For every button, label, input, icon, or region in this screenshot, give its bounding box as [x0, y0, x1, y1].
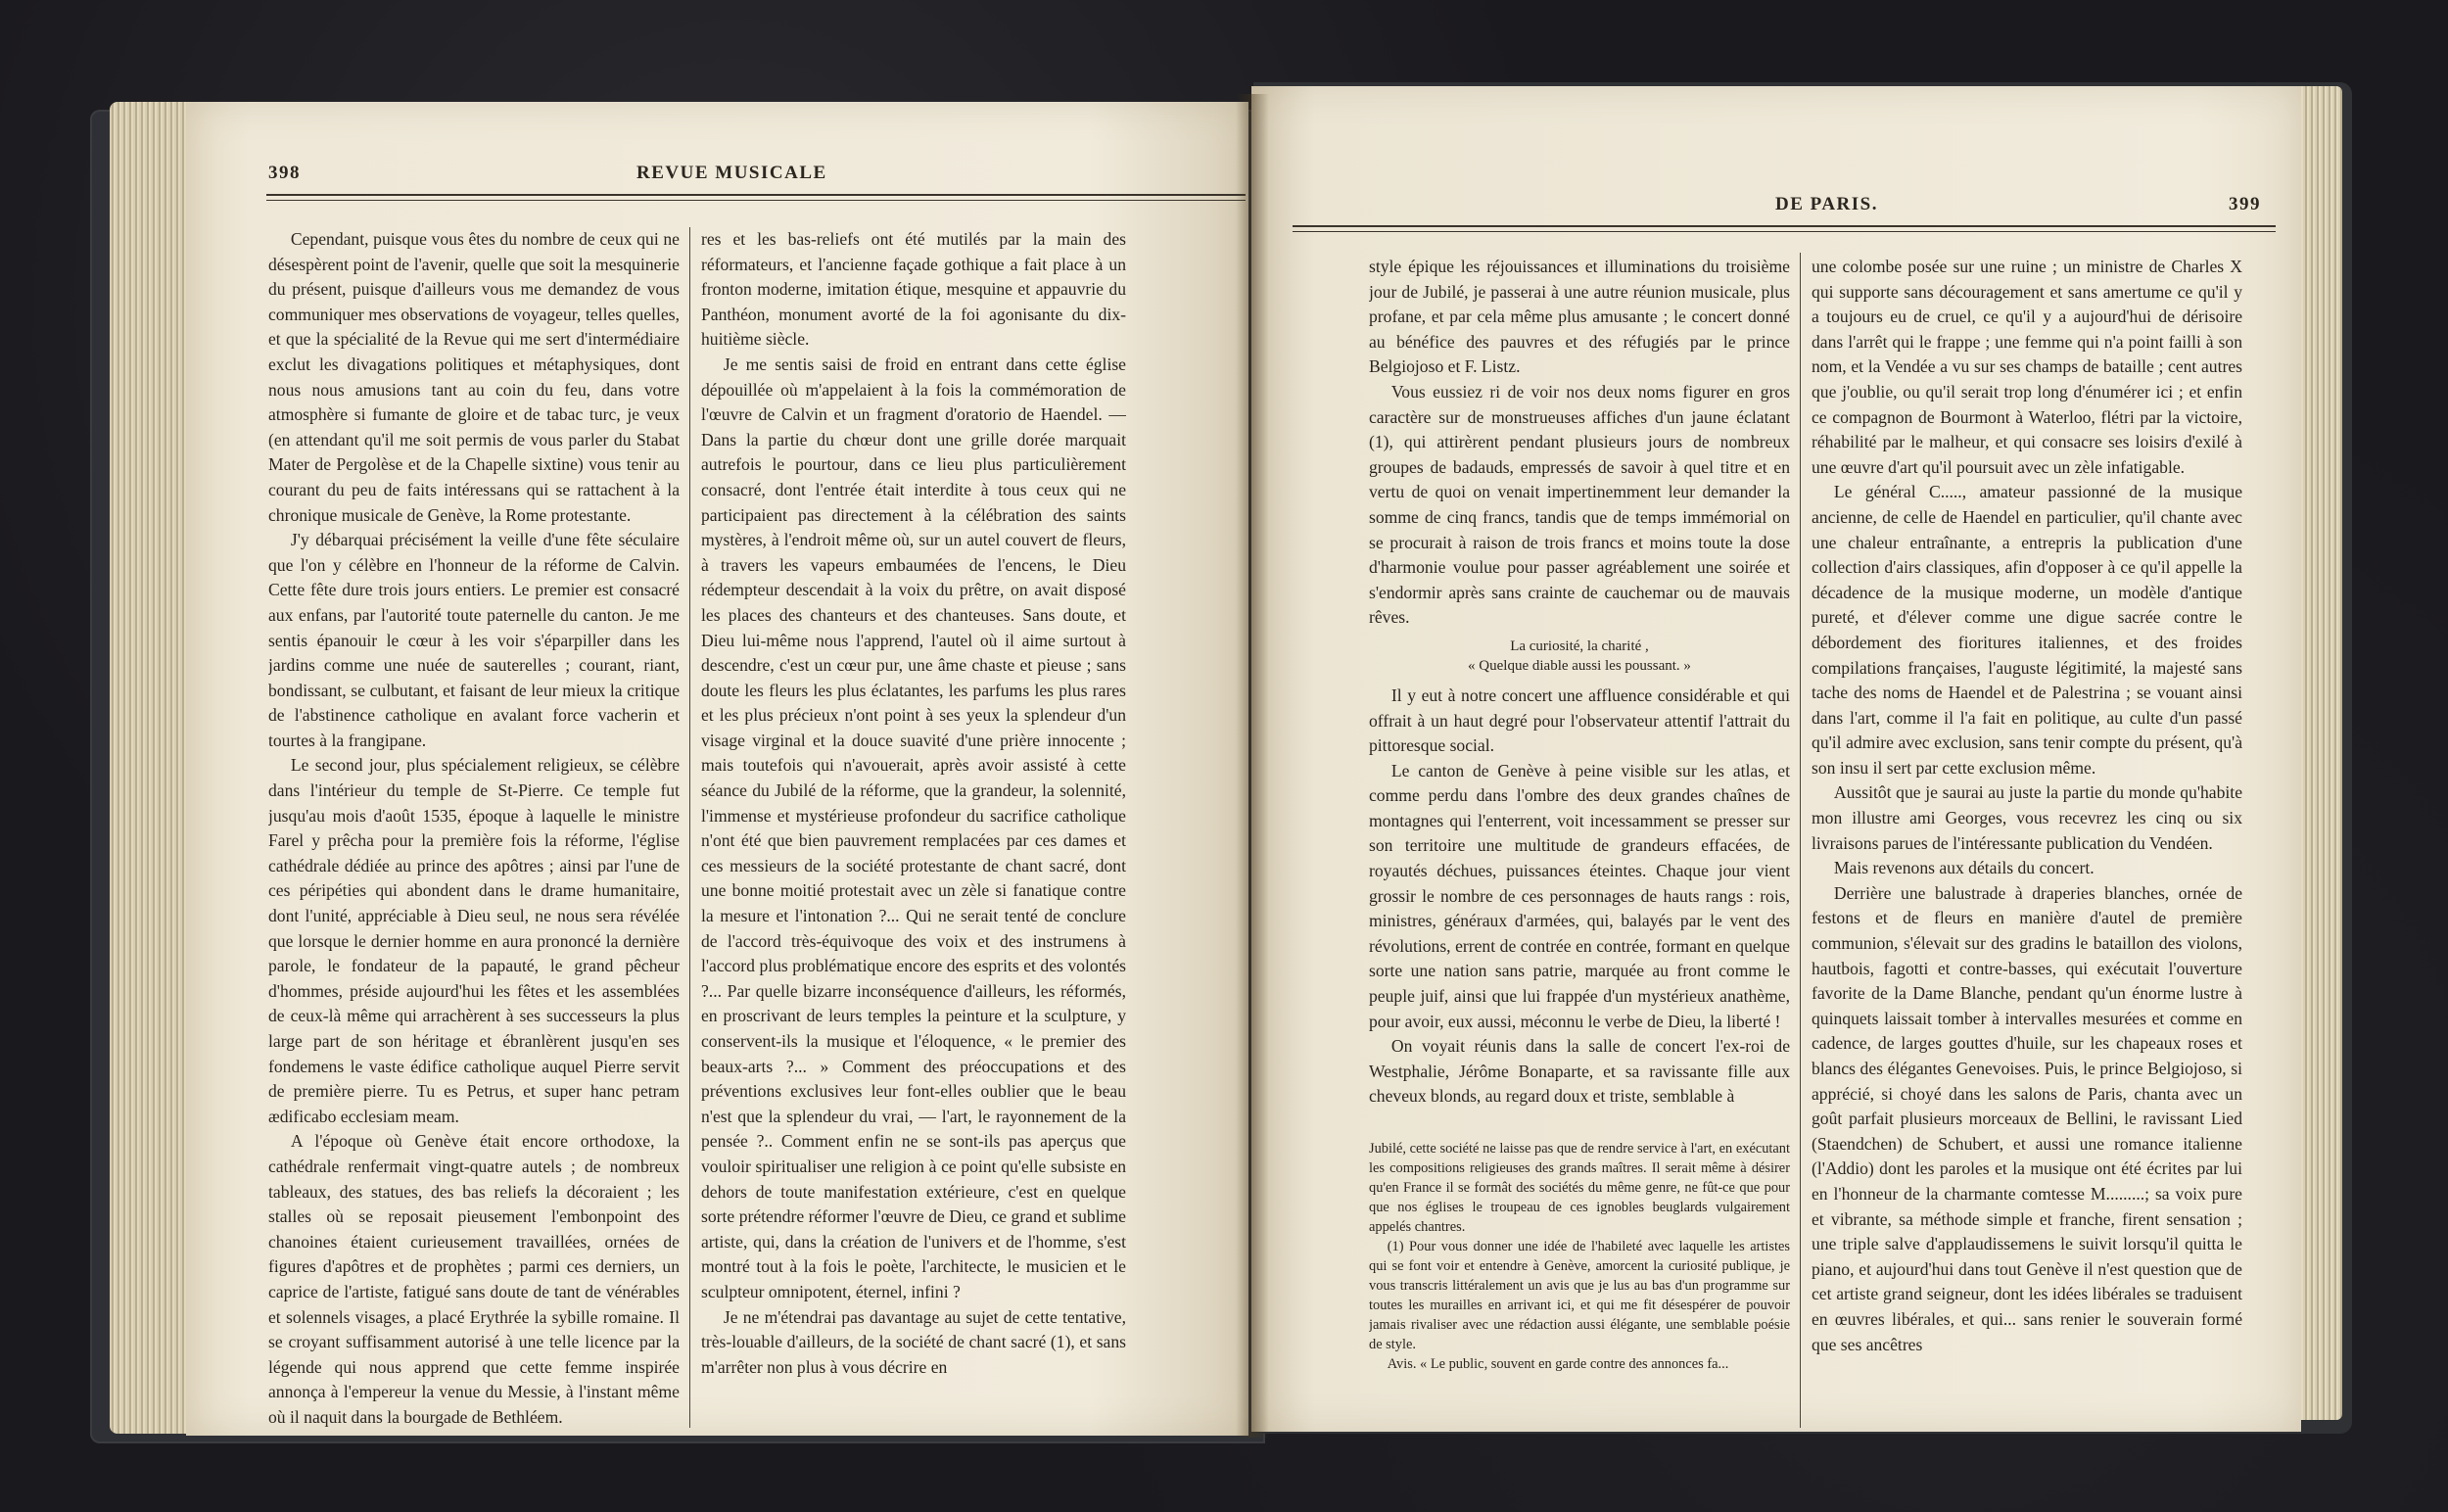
footnote: Avis. « Le public, souvent en garde contre des annonces fa...	[1387, 1356, 1729, 1372]
paragraph: Derrière une balustrade à draperies blanches, ornée de festons et de fleurs en manière d'autel de première communion, s'élevait sur des gradins le bataillon des violons, hautbois, fagotti et contre-basses, qui exécutait l'ouverture favorite de la Dame Blanche, pendant qu'un énorme lustre à quinquets laissait tomber à intervalles mesurées et comme en cadence, de larges gouttes d'huile, sur les chapeaux roses et blancs des élégantes Genevoises. Puis, le prince Belgiojoso, si apprécié, si choyé dans les salons de Paris, chanta avec un goût parfait plusieurs morceaux de Bellini, le ravissant Lied (Staendchen) de Schubert, et aussi une romance italienne (l'Addio) dont les paroles et la musique ont été écrites par lui en l'honneur de la charmante comtesse M.........; sa voix pure et vibrante, sa méthode simple et franche, firent sensation ; une triple salve d'applaudissemens le suivit lorsqu'il quitta le piano, et aujourd'hui dans tout Genève il n'est question que de cet artiste grand seigneur, dont les idées libérales se traduisent en œuvres libérales, et qui... sans renier le souverain formé que ses ancêtres	[1812, 882, 2242, 1354]
left-column-2	[701, 227, 1126, 1436]
paragraph: Le canton de Genève à peine visible sur les atlas, et comme perdu dans l'ombre des deux grandes chaînes de montagnes qui l'enterrent, voit incessamment se presser sur son territoire une multitude de grandeurs effacées, de royautés déchues, puissances éteintes. Chaque jour vient grossir le nombre de ces personnages de hauts rangs : rois, ministres, généraux d'armées, qui, balayés par le vent des révolutions, errent de contrée en contrée, formant en quelque sorte une nation sans patrie, marquée au front comme le peuple juif, ainsi que lui frappée d'un mystérieux anathème, pour avoir, eux aussi, méconnu le verbe de Dieu, la liberté !	[1369, 760, 1790, 1031]
right-running-head: DE PARIS.	[1775, 194, 1878, 214]
left-page-number: 398	[268, 163, 301, 183]
page-edges-right	[2297, 86, 2342, 1420]
left-column-1	[268, 227, 680, 1436]
paragraph: Cependant, puisque vous êtes du nombre de ceux qui ne désespèrent point de l'avenir, quelle que soit la mesquinerie du présent, puisque d'ailleurs vous me demandez de vous communiquer mes observations de voyageur, telles quelles, et que la spécialité de la Revue qui me sert d'intermédiaire exclut les divagations politiques et métaphysiques, dont nous nous amusions tant au coin du feu, dans votre atmosphère si fumante de gloire et de tabac turc, je veux (en attendant qu'il me soit permis de vous parler du Stabat Mater de Pergolèse et de la Chapelle sixtine) vous tenir au courant du peu de faits intéressans qui se rattachent à la chronique musicale de Genève, la Rome protestante.	[268, 229, 680, 525]
column-divider	[1800, 253, 1801, 1428]
paragraph: Le général C....., amateur passionné de la musique ancienne, de celle de Haendel en particulier, qu'il chante avec une chaleur entraînante, a entrepris la publication d'une collection d'airs classiques, afin d'opposer à ce qu'il appelle la décadence de la musique moderne, un modèle d'antique pureté, et d'élever comme une digue sacrée contre le débordement des fioritures italiennes, et des froides compilations françaises, l'auguste légitimité, la majesté sans tache des noms de Haendel et de Palestrina ; se vouant ainsi dans l'art, comme il l'a fait en politique, au culte d'un passé qu'il admire avec exclusion, sans tenir compte du présent, qu'à son insu il sert par cette exclusion même.	[1812, 482, 2242, 778]
header-rule	[1293, 225, 2276, 227]
footnotes	[1369, 1139, 1790, 1374]
header-rule-thin	[266, 200, 1246, 201]
paragraph: Mais revenons aux détails du concert.	[1833, 858, 2095, 878]
left-running-head: REVUE MUSICALE	[636, 163, 827, 183]
paragraph: Aussitôt que je saurai au juste la partie du monde qu'habite mon illustre ami Georges, vous recevrez les cinq ou six livraisons parues de l'intéressante publication du Vendéen.	[1812, 782, 2242, 853]
paragraph: res et les bas-reliefs ont été mutilés par la main des réformateurs, et l'ancienne façade gothique a fait place à un fronton moderne, imitation étique, mesquine et appauvrie du Panthéon, monument avorté de la foi agonisante du dix-huitième siècle.	[701, 229, 1126, 350]
paragraph: J'y débarquai précisément la veille d'une fête séculaire que l'on y célèbre en l'honneur de la réforme de Calvin. Cette fête dure trois jours entiers. Le premier est consacré aux enfans, par l'autorité toute paternelle du canton. Je me sentis épanouir le cœur à les voir s'éparpiller dans les jardins comme une nuée de sauterelles ; courant, riant, bondissant, se culbutant, et faisant de leur mieux la critique de l'abstinence catholique en avalant force vacherin et tourtes à la frangipane.	[268, 530, 680, 750]
paragraph: Le second jour, plus spécialement religieux, se célèbre dans l'intérieur du temple de St-Pierre. Ce temple fut jusqu'au mois d'août 1535, époque à laquelle le ministre Farel y prêcha pour la première fois la réforme, l'église cathédrale dédiée au prince des apôtres ; ainsi par l'une de ces péripéties qui abondent dans le drame humanitaire, dont l'unité, appréciable à Dieu seul, ne nous sera révélée que lorsque le dernier homme en aura prononcé la dernière parole, le fondateur de la papauté, le grand pêcheur d'hommes, préside aujourd'hui les fêtes et les assemblées de ceux-là même qui arrachèrent à ses successeurs la plus large part de son héritage et ébranlèrent jusqu'en ses fondemens le vaste édifice catholique auquel Pierre servit de première pierre. Tu es Petrus, et super hanc petram ædificabo ecclesiam meam.	[268, 755, 680, 1126]
paragraph: A l'époque où Genève était encore orthodoxe, la cathédrale renfermait vingt-quatre autels ; de nombreux tableaux, des statues, des bas reliefs la décoraient ; les stalles où se reposait pieusement l'embonpoint des chanoines étaient curieusement travaillées, ornées de figures d'apôtres et de prophètes ; parmi ces derniers, un caprice de l'artiste, fatigué sans doute de tant de vénérables et solennels visages, a placé Erythrée la sybille romaine. Il se croyant suffisamment autorisé à une telle licence par la légende qui nous apprend que cette femme inspirée annonça à l'empereur la venue du Messie, à l'instant même où il naquit dans la bourgade de Bethléem.	[268, 1131, 680, 1427]
footnote: (1) Pour vous donner une idée de l'habileté avec laquelle les artistes qui se font voir et entendre à Genève, amorcent la curiosité publique, je vous transcris littéralement un avis que je lus au bas d'un programme sur toutes les murailles en arrivant ici, et qui me fit désespérer de pouvoir jamais rivaliser avec une rédaction aussi élégante, une semblable poésie de style.	[1369, 1239, 1790, 1352]
paragraph: On voyait réunis dans la salle de concert l'ex-roi de Westphalie, Jérôme Bonaparte, et sa ravissante fille aux cheveux blonds, au regard doux et triste, semblable à	[1369, 1036, 1790, 1107]
footnote: Jubilé, cette société ne laisse pas que de rendre service à l'art, en exécutant les compositions religieuses des grands maîtres. Il serait même à désirer qu'en France il se formât des sociétés du même genre, ne fût-ce que pour que nos églises le troupeau de ces ignobles beuglards vulgairement appelés chantres.	[1369, 1141, 1790, 1235]
paragraph: Je me sentis saisi de froid en entrant dans cette église dépouillée où m'appelaient à la fois la commémoration de l'œuvre de Calvin et un fragment d'oratorio de Haendel. — Dans la partie du chœur dont une grille dorée marquait autrefois le pourtour, dans ce lieu plus particulièrement consacré, dont l'entrée était interdite à tous ceux qui ne participaient pas directement à la célébration des saints mystères, à l'endroit même où, sur un autel couvert de fleurs, à travers les vapeurs embaumées de l'encens, le Dieu rédempteur descendait à la voix du prêtre, on avait disposé les places des chanteurs et des chanteuses. Sans doute, et Dieu lui-même nous l'apprend, l'autel où il aime surtout à descendre, c'est un cœur pur, une âme chaste et pieuse ; sans doute les fleurs les plus éclatantes, les parfums les plus rares et les plus précieux n'ont point à ses yeux la splendeur d'un visage virginal et la douce suavité d'une prière innocente ; mais toutefois qui n'avouerait, après avoir assisté à cette séance du Jubilé de la réforme, que la grandeur, la solennité, l'immense et mystérieuse profondeur du sacrifice catholique n'ont été que bien pauvrement remplacées par ces dames et ces messieurs de la société protestante de chant sacré, dont une bonne moitié protestait avec un zèle si fanatique contre la mesure et l'intonation ?... Qui ne serait tenté de conclure de l'accord très-équivoque des voix et des instrumens à l'accord plus problématique encore des esprits et des volontés ?... Par quelle bizarre inconséquence d'ailleurs, les réformés, en proscrivant de leurs temples la peinture et la sculpture, y conservent-ils la musique et l'éloquence, « le premier des beaux-arts ?... » Comment des préoccupations et des préventions exclusives leur font-elles oublier que le beau n'est que la splendeur du vrai, — l'art, le rayonnement de la pensée ?.. Comment enfin ne se sont-ils pas aperçus que vouloir spiritualiser une religion à ce point qu'elle subsiste en dehors de toute manifestation extérieure, c'est en quelque sorte prétendre réformer l'œuvre de Dieu, ce grand et sublime artiste, qui, dans la création de l'univers et de l'homme, s'est montré tout à la fois le poète, l'architecte, le musicien et le sculpteur omnipotent, éternel, infini ?	[701, 354, 1126, 1301]
quote-line: La curiosité, la charité ,	[1510, 638, 1649, 654]
paragraph: style épique les réjouissances et illuminations du troisième jour de Jubilé, je passerai à une autre réunion musicale, plus profane, et par cela même plus amusante ; le concert donné au bénéfice des pauvres et des réfugiés par le prince Belgiojoso et F. Listz.	[1369, 257, 1790, 377]
verse-quote	[1369, 637, 1790, 676]
header-rule	[266, 194, 1246, 196]
quote-line: « Quelque diable aussi les poussant. »	[1468, 657, 1691, 674]
paragraph: une colombe posée sur une ruine ; un ministre de Charles X qui supporte sans découragement et sans amertume ce qu'il y a toujours eu de cruel, ce qu'il y a aujourd'hui de dérisoire dans l'arrêt qui le frappe ; une femme qui n'a point failli à son nom, et la Vendée a vu sur ses champs de bataille ; cent autres que j'oublie, ou qu'il serait trop long d'énumérer ici ; et enfin ce compagnon de Bourmont à Waterloo, flétri par la victoire, réhabilité par le malheur, et qui consacre ses loisirs d'exilé à une œuvre d'art qu'il poursuit avec un zèle infatigable.	[1812, 257, 2242, 477]
header-rule-thin	[1293, 231, 2276, 232]
right-column-2	[1812, 255, 2242, 1430]
right-column-1	[1369, 255, 1790, 1430]
book-gutter	[1236, 94, 1269, 1438]
right-page	[1251, 86, 2301, 1432]
paragraph: Il y eut à notre concert une affluence considérable et qui offrait à un haut degré pour l'observateur attentif l'attrait du pittoresque social.	[1369, 685, 1790, 756]
note-separator	[1369, 1110, 1790, 1139]
paragraph: Vous eussiez ri de voir nos deux noms figurer en gros caractère sur de monstrueuses affiches d'un jaune éclatant (1), qui attirèrent pendant plusieurs jours de nombreux groupes de badauds, empressés de savoir à quel titre et en vertu de quoi on venait impertinemment leur demander la somme de cinq francs, tandis que de temps immémorial on se procurait à raison de trois francs et moins toute la dose d'harmonie voulue pour passer agréablement une soirée et s'endormir après sans crainte de cauchemar ou de mauvais rêves.	[1369, 381, 1790, 628]
paragraph: Je ne m'étendrai pas davantage au sujet de cette tentative, très-louable d'ailleurs, de la société de chant sacré (1), et sans m'arrêter non plus à vous décrire en	[701, 1306, 1126, 1377]
column-divider	[689, 227, 690, 1428]
right-page-number: 399	[2229, 194, 2261, 214]
left-page	[186, 102, 1248, 1436]
